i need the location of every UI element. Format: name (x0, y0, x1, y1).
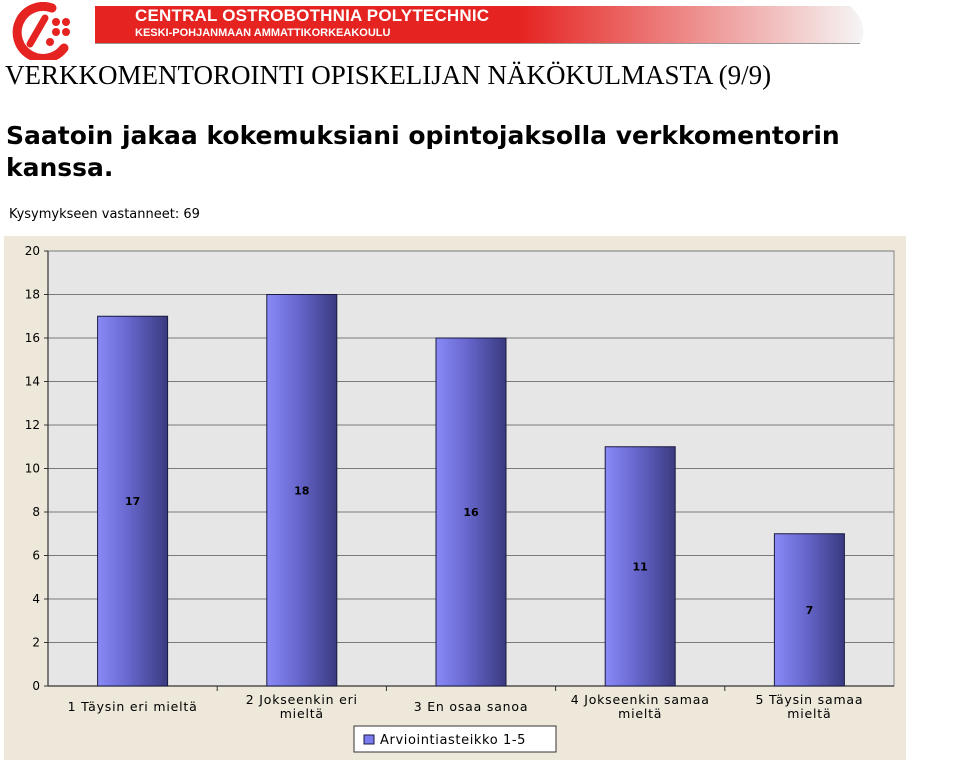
bar-chart (4, 236, 906, 760)
x-tick-label: 4 Jokseenkin samaa (570, 692, 710, 707)
y-tick-label: 18 (24, 287, 40, 302)
polytechnic-logo-icon (12, 2, 76, 60)
x-tick-label: 5 Täysin samaa (755, 692, 864, 707)
y-tick-label: 10 (24, 461, 40, 476)
x-tick-label: 3 En osaa sanoa (413, 699, 529, 714)
x-tick-label: 2 Jokseenkin eri (245, 692, 358, 707)
y-tick-label: 2 (32, 635, 40, 650)
legend-label: Arviointiasteikko 1-5 (380, 733, 527, 748)
y-tick-label: 8 (32, 505, 40, 519)
legend-swatch (364, 735, 374, 744)
x-tick-label: 1 Täysin eri mieltä (67, 699, 198, 714)
y-tick-label: 14 (24, 374, 40, 389)
data-label: 17 (124, 495, 141, 509)
respondent-count: Kysymykseen vastanneet: 69 (9, 207, 200, 222)
data-label: 18 (294, 484, 310, 498)
y-tick-label: 16 (24, 331, 40, 345)
question-text: Saatoin jakaa kokemuksiani opintojaksolla verkkomentorin kanssa. (6, 121, 840, 182)
x-tick-label: mieltä (279, 706, 324, 721)
banner-title: CENTRAL OSTROBOTHNIA POLYTECHNIC (135, 6, 490, 25)
y-tick-label: 12 (24, 418, 40, 432)
x-tick-label: mieltä (618, 706, 663, 721)
x-tick-label: mieltä (787, 706, 832, 721)
data-label: 11 (632, 560, 648, 574)
banner-subtitle: KESKI-POHJANMAAN AMMATTIKORKEAKOULU (135, 27, 391, 39)
page-title: VERKKOMENTOROINTI OPISKELIJAN NÄKÖKULMASTA (9/9) (5, 60, 772, 90)
data-label: 16 (463, 506, 479, 519)
y-tick-label: 0 (32, 679, 40, 693)
data-label: 7 (805, 603, 814, 617)
y-tick-label: 4 (32, 592, 40, 606)
y-tick-label: 20 (24, 244, 40, 258)
y-tick-label: 6 (32, 548, 40, 563)
